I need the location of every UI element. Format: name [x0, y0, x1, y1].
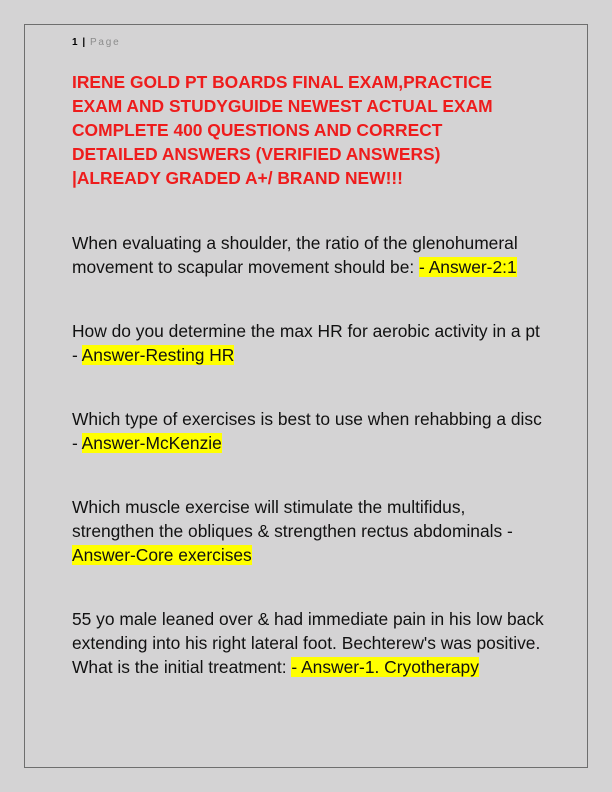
question-text: When evaluating a shoulder, the ratio of the glenohumeral movement to scapular movement should be: — [72, 233, 518, 277]
page-separator: | — [82, 37, 86, 48]
page-number: 1 — [72, 37, 78, 48]
question-text: How do you determine the max HR for aerobic activity in a pt - — [72, 321, 540, 365]
qa-item — [72, 607, 544, 679]
question-text: Which muscle exercise will stimulate the multifidus, strengthen the obliques & strengthen rectus abdominals - — [72, 497, 513, 541]
question-text: 55 yo male leaned over & had immediate pain in his low back extending into his right lateral foot. Bechterew's was positive. What is the initial treatment: — [72, 609, 544, 677]
answer-text: - Answer-1. Cryotherapy — [291, 657, 479, 677]
answer-text: Answer-McKenzie — [81, 433, 222, 453]
document-title: IRENE GOLD PT BOARDS FINAL EXAM,PRACTICE EXAM AND STUDYGUIDE NEWEST ACTUAL EXAM COMPLETE 400 QUESTIONS AND CORRECT DETAILED ANSWERS (VERIFIED ANSWERS) |ALREADY GRADED A+/ BRAND NEW!!! — [72, 72, 493, 188]
answer-text: Answer-Core exercises — [72, 545, 252, 565]
answer-text: Answer-Resting HR — [81, 345, 235, 365]
page-label: Page — [89, 37, 121, 48]
qa-item — [72, 319, 544, 367]
page-number-header — [72, 37, 121, 49]
answer-text: - Answer-2:1 — [419, 257, 517, 277]
qa-item — [72, 231, 544, 279]
question-text: Which type of exercises is best to use when rehabbing a disc - — [72, 409, 542, 453]
qa-item — [72, 407, 544, 455]
qa-item — [72, 495, 544, 567]
